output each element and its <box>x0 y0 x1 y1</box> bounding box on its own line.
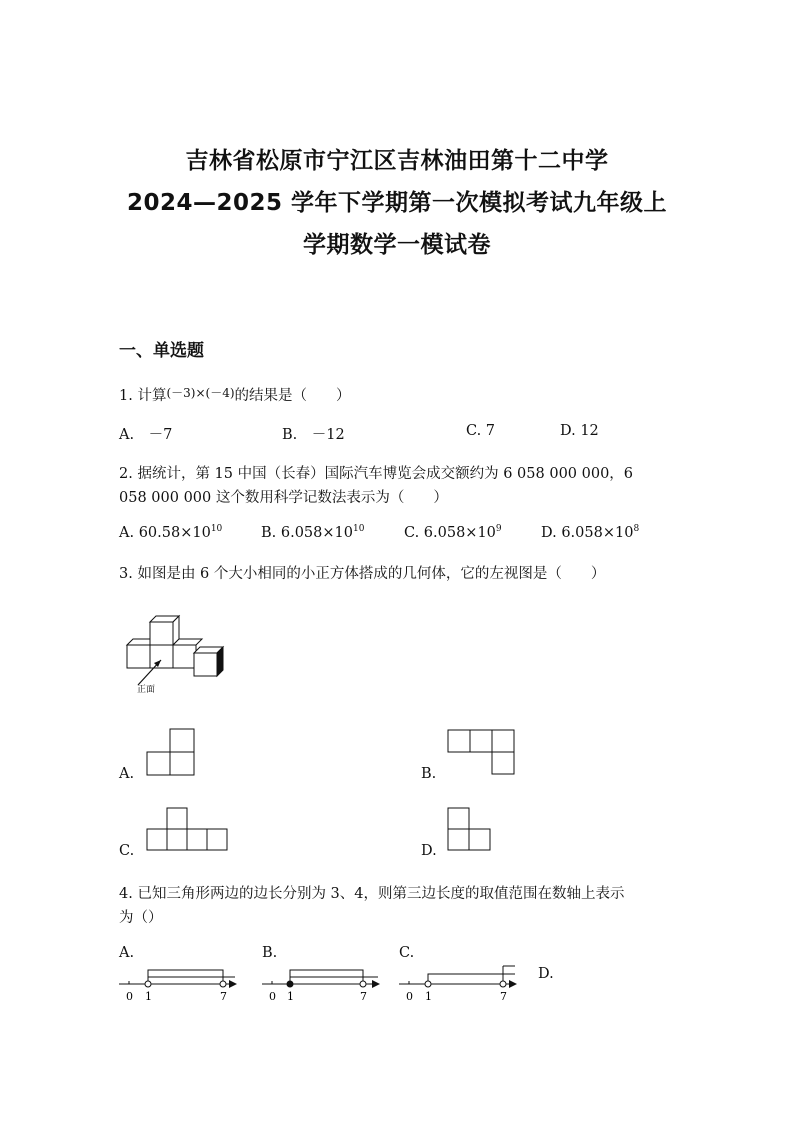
q2-option-b[interactable] <box>261 524 364 541</box>
question-4-line-1: 4. 已知三角形两边的边长分别为 3、4，则第三边长度的取值范围在数轴上表示 <box>119 886 625 902</box>
question-1 <box>119 384 351 405</box>
q4-c-label-1: 1 <box>425 990 432 1003</box>
front-label: 正面 <box>137 685 156 695</box>
q4-number-line-a <box>119 962 244 1006</box>
q2-option-a-exp: 10 <box>210 524 223 534</box>
q1-suffix: 的结果是（ ） <box>234 388 351 404</box>
q2-option-c-exp: 9 <box>495 524 502 534</box>
title-line-3: 学期数学一模试卷 <box>303 232 491 258</box>
q2-option-a-base: A. 60.58×10 <box>119 524 211 541</box>
q3-option-c-figure <box>146 807 232 853</box>
q3-option-d-figure <box>447 807 493 853</box>
q2-option-d-exp: 8 <box>633 524 640 534</box>
question-2-line-2: 058 000 000 这个数用科学记数法表示为（ ） <box>119 490 448 506</box>
q2-option-c-base: C. 6.058×10 <box>404 524 496 541</box>
q4-option-b[interactable]: B. <box>262 945 278 961</box>
question-3: 3. 如图是由 6 个大小相同的小正方体搭成的几何体，它的左视图是（ ） <box>119 566 606 582</box>
cube-solid-figure <box>118 610 233 695</box>
q1-option-b[interactable]: B. －12 <box>282 427 345 443</box>
q2-option-d-base: D. 6.058×10 <box>541 524 634 541</box>
q3-option-a-figure <box>146 728 196 778</box>
q2-option-b-base: B. 6.058×10 <box>261 524 353 541</box>
q4-a-label-1: 1 <box>145 990 152 1003</box>
q3-option-a[interactable]: A. <box>119 766 135 782</box>
q4-b-label-1: 1 <box>287 990 294 1003</box>
q4-option-a[interactable]: A. <box>119 945 135 961</box>
q3-option-b[interactable]: B. <box>421 766 437 782</box>
q2-option-d[interactable] <box>541 524 639 541</box>
q4-a-label-7: 7 <box>220 990 227 1003</box>
section-heading: 一、单选题 <box>119 341 204 361</box>
q4-option-c[interactable]: C. <box>399 945 415 961</box>
question-4-line-2: 为（） <box>119 910 163 926</box>
q1-prefix: 1. 计算 <box>119 388 167 404</box>
q4-number-line-b <box>262 962 387 1006</box>
q4-a-label-0: 0 <box>126 990 133 1003</box>
q2-option-a[interactable] <box>119 524 222 541</box>
q2-option-c[interactable] <box>404 524 502 541</box>
q1-option-d[interactable]: D. 12 <box>560 423 599 439</box>
q1-option-a[interactable]: A. －7 <box>119 427 173 443</box>
q1-expression: (－3)×(－4) <box>166 386 235 400</box>
question-2-line-1: 2. 据统计，第 15 中国（长春）国际汽车博览会成交额约为 6 058 000 000，6 <box>119 466 634 482</box>
q4-option-d[interactable]: D. <box>538 966 554 982</box>
title-line-1: 吉林省松原市宁江区吉林油田第十二中学 <box>185 148 609 174</box>
title-line-2: 2024—2025 学年下学期第一次模拟考试九年级上 <box>126 190 668 216</box>
q4-c-label-7: 7 <box>500 990 507 1003</box>
q4-c-label-0: 0 <box>406 990 413 1003</box>
q4-number-line-c <box>399 962 524 1006</box>
q3-option-d[interactable]: D. <box>421 843 437 859</box>
q4-b-label-0: 0 <box>269 990 276 1003</box>
q2-option-b-exp: 10 <box>352 524 365 534</box>
q3-option-b-figure <box>447 729 517 777</box>
q1-option-c[interactable]: C. 7 <box>466 423 496 439</box>
q4-b-label-7: 7 <box>360 990 367 1003</box>
q3-option-c[interactable]: C. <box>119 843 135 859</box>
